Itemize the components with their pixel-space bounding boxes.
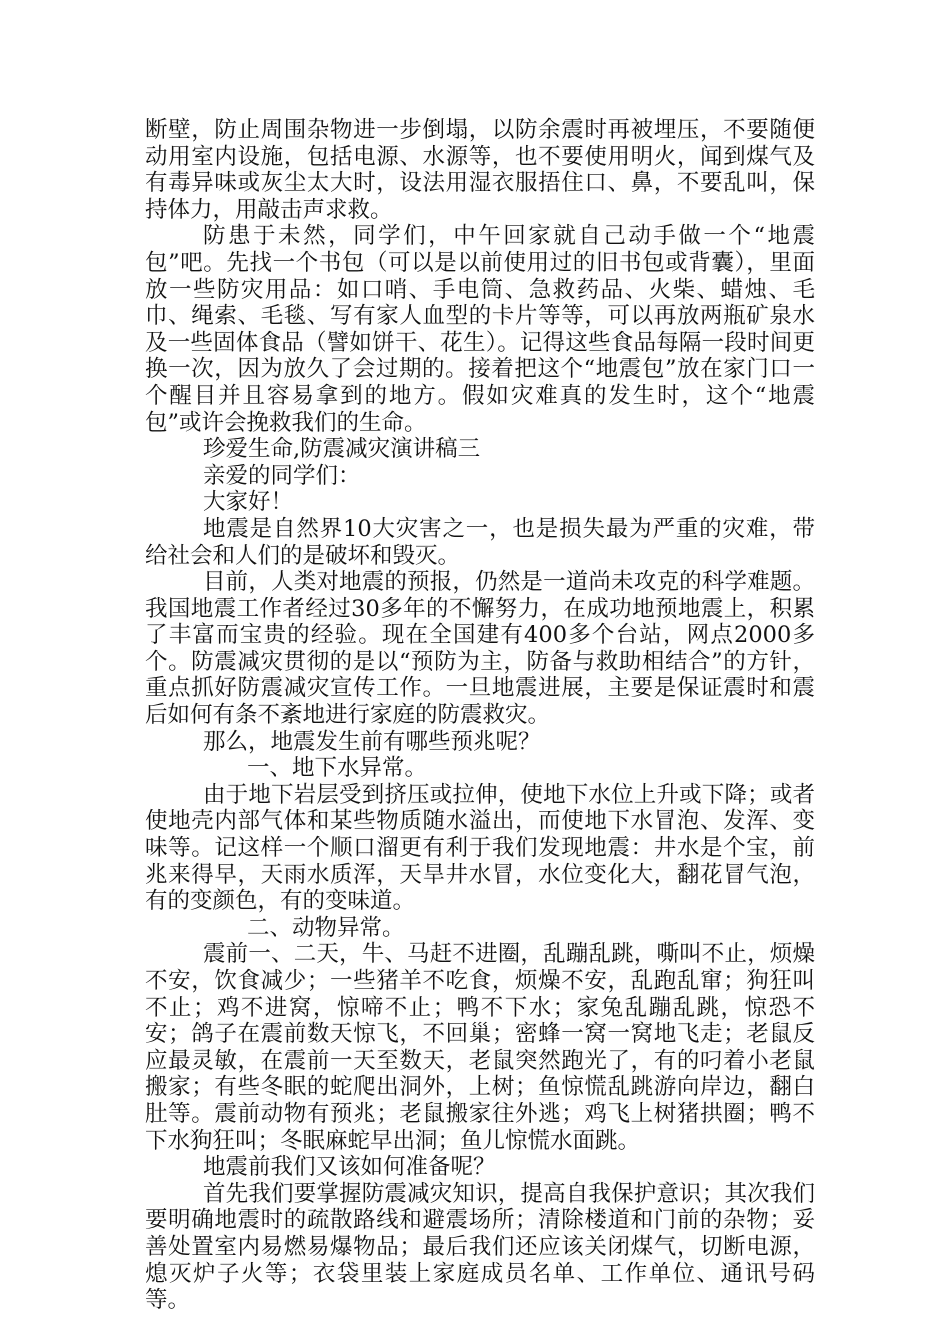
paragraph-earthquake-kit: 防患于未然，同学们，中午回家就自己动手做一个“地震包”吧。先找一个书包（可以是以前使用过的旧书包或背囊），里面放一些防灾用品：如口哨、手电筒、急救药品、火柴、蜡烛、毛巾、绳索、毛毯、写有家人血型的卡片等等，可以再放两瓶矿泉水及一些固体食品（譬如饼干、花生）。记得这些食品每隔一段时间更换一次，因为放久了会过期的。接着把这个“地震包”放在家门口一个醒目并且容易拿到的地方。假如灾难真的发生时，这个“地震包”或许会挽救我们的生命。 [145,223,815,436]
paragraph-prediction: 目前，人类对地震的预报，仍然是一道尚未攻克的科学难题。我国地震工作者经过30多年的不懈努力，在成功地预地震上，积累了丰富而宝贵的经验。现在全国建有400多个台站，网点2000多个。防震减灾贯彻的是以“预防为主，防备与救助相结合”的方针，重点抓好防震减灾宣传工作。一旦地震进展，主要是保证震时和震后如何有条不紊地进行家庭的防震救灾。 [145,569,815,729]
section-heading-groundwater: 一、地下水异常。 [247,755,428,782]
greeting: 大家好！ [203,489,294,516]
paragraph-intro: 地震是自然界10大灾害之一，也是损失最为严重的灾难，带给社会和人们的是破坏和毁灭。 [145,515,815,569]
section-heading-animals: 二、动物异常。 [247,914,405,941]
salutation: 亲爱的同学们： [203,462,361,489]
document-body [145,117,815,1314]
paragraph-animals: 震前一、二天，牛、马赶不进圈，乱蹦乱跳，嘶叫不止，烦燥不安，饮食减少；一些猪羊不吃食，烦燥不安，乱跑乱窜；狗狂叫不止；鸡不进窝，惊啼不止；鸭不下水；家兔乱蹦乱跳，惊恐不安；鸽子在震前数天惊飞，不回巢；密蜂一窝一窝地飞走；老鼠反应最灵敏，在震前一天至数天，老鼠突然跑光了，有的叼着小老鼠搬家；有些冬眠的蛇爬出洞外，上树；鱼惊慌乱跳游向岸边，翻白肚等。震前动物有预兆；老鼠搬家往外逃；鸡飞上树猪拱圈；鸭不下水狗狂叫；冬眠麻蛇早出洞；鱼儿惊慌水面跳。 [145,941,815,1154]
speech-title: 珍爱生命,防震减灾演讲稿三 [203,436,481,463]
paragraph-question-signs: 那么，地震发生前有哪些预兆呢？ [203,728,541,755]
paragraph-preparation: 首先我们要掌握防震减灾知识，提高自我保护意识；其次我们要明确地震时的疏散路线和避震场所；清除楼道和门前的杂物；妥善处置室内易燃易爆物品；最后我们还应该关闭煤气，切断电源，熄灭炉子火等；衣袋里装上家庭成员名单、工作单位、通讯号码等。 [145,1180,815,1314]
paragraph-groundwater: 由于地下岩层受到挤压或拉伸，使地下水位上升或下降；或者使地壳内部气体和某些物质随水溢出，而使地下水冒泡、发浑、变味等。记这样一个顺口溜更有利于我们发现地震：井水是个宝，前兆来得早，天雨水质浑，天旱井水冒，水位变化大，翻花冒气泡，有的变颜色，有的变味道。 [145,781,815,915]
paragraph-question-prepare: 地震前我们又该如何准备呢？ [203,1154,496,1181]
paragraph-continued: 断壁，防止周围杂物进一步倒塌，以防余震时再被埋压，不要随便动用室内设施，包括电源、水源等，也不要使用明火，闻到煤气及有毒异味或灰尘太大时，设法用湿衣服捂住口、鼻，不要乱叫，保持体力，用敲击声求救。 [145,117,815,223]
